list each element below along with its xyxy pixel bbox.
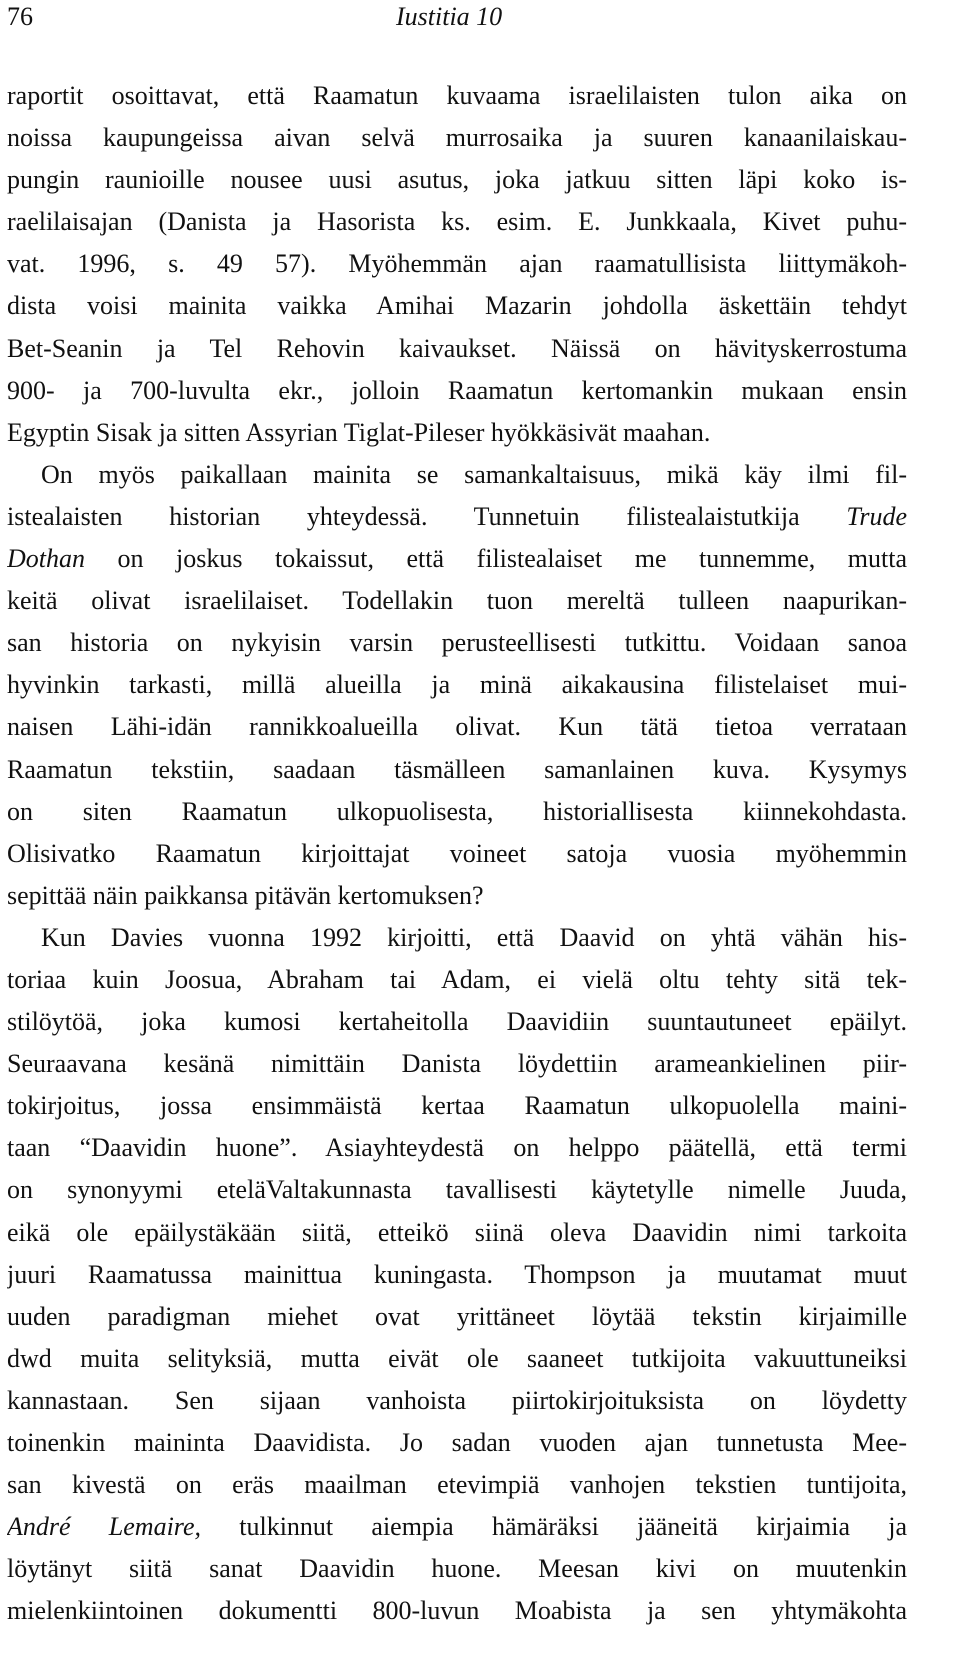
text-line (7, 959, 907, 1001)
text-line (7, 1590, 907, 1632)
page-header (0, 0, 960, 40)
text-line (7, 917, 907, 959)
text-line (7, 1085, 907, 1127)
text-segment: vat. 1996, s. 49 57). Myöhemmän ajan raamatullisista liittymäkoh- (7, 249, 907, 279)
text-line (7, 1380, 907, 1422)
page-number: 76 (7, 2, 33, 31)
text-segment: löytänyt siitä sanat Daavidin huone. Meesan kivi on muutenkin (7, 1554, 907, 1584)
text-segment: Raamatun tekstiin, saadaan täsmälleen samanlainen kuva. Kysymys (7, 754, 907, 784)
text-line (7, 285, 907, 327)
text-line (7, 580, 907, 622)
text-line (7, 1464, 907, 1506)
text-line (7, 749, 907, 791)
text-line (7, 538, 907, 580)
text-segment: noissa kaupungeissa aivan selvä murrosaika ja suuren kanaanilaiskau- (7, 123, 907, 153)
text-segment: Bet-Seanin ja Tel Rehovin kaivaukset. Näissä on hävityskerrostuma (7, 333, 907, 363)
text-segment: Olisivatko Raamatun kirjoittajat voineet satoja vuosia myöhemmin (7, 838, 907, 868)
text-segment: san historia on nykyisin varsin perusteellisesti tutkittu. Voidaan sanoa (7, 628, 907, 658)
running-title: Iustitia 10 (396, 2, 503, 31)
text-line (7, 1506, 907, 1548)
text-segment: raelilaisajan (Danista ja Hasorista ks. esim. E. Junkkaala, Kivet puhu- (7, 207, 907, 237)
text-line (7, 328, 907, 370)
text-segment: on siten Raamatun ulkopuolisesta, historiallisesta kiinnekohdasta. (7, 796, 907, 826)
text-line (7, 833, 907, 875)
text-line (7, 159, 907, 201)
text-line (7, 664, 907, 706)
text-segment: raportit osoittavat, että Raamatun kuvaama israelilaisten tulon aika on (7, 81, 907, 110)
text-segment: mielenkiintoinen dokumentti 800-luvun Moabista ja sen yhtymäkohta (7, 1596, 907, 1626)
italic-text: Dothan (7, 544, 85, 574)
text-segment: Egyptin Sisak ja sitten Assyrian Tiglat-Pileser hyökkäsivät maahan. (7, 417, 711, 447)
text-line (7, 1127, 907, 1169)
text-line (7, 1169, 907, 1211)
text-segment: dwd muita selityksiä, mutta eivät ole saaneet tutkijoita vakuuttuneiksi (7, 1343, 907, 1373)
text-segment: on joskus tokaissut, että filistealaiset me tunnemme, mutta (85, 544, 907, 574)
text-segment: hyvinkin tarkasti, millä alueilla ja minä aikakausina filistelaiset mui- (7, 670, 907, 700)
text-segment: kannastaan. Sen sijaan vanhoista piirtokirjoituksista on löydetty (7, 1385, 907, 1415)
text-line (7, 243, 907, 285)
text-segment: 900- ja 700-luvulta ekr., jolloin Raamatun kertomankin mukaan ensin (7, 375, 907, 405)
text-line (7, 75, 907, 117)
text-segment: sepittää näin paikkansa pitävän kertomuksen? (7, 880, 484, 910)
text-segment: stilöytöä, joka kumosi kertaheitolla Daavidiin suuntautuneet epäilyt. (7, 1007, 907, 1037)
text-line (7, 412, 907, 454)
text-segment: juuri Raamatussa mainittua kuningasta. Thompson ja muutamat muut (7, 1259, 907, 1289)
text-line (7, 117, 907, 159)
text-line (7, 1043, 907, 1085)
text-segment: Kun Davies vuonna 1992 kirjoitti, että Daavid on yhtä vähän his- (41, 922, 907, 952)
text-line (7, 1212, 907, 1254)
text-line (7, 1296, 907, 1338)
text-segment: toinenkin maininta Daavidista. Jo sadan vuoden ajan tunnetusta Mee- (7, 1428, 907, 1457)
text-segment: Seuraavana kesänä nimittäin Danista löydettiin arameankielinen piir- (7, 1049, 907, 1079)
text-segment: naisen Lähi-idän rannikkoalueilla olivat. Kun tätä tietoa verrataan (7, 712, 907, 742)
text-line (7, 1548, 907, 1590)
text-line (7, 622, 907, 664)
text-segment: taan “Daavidin huone”. Asiayhteydestä on helppo päätellä, että termi (7, 1133, 907, 1163)
text-segment: uuden paradigman miehet ovat yrittäneet löytää tekstin kirjaimille (7, 1301, 907, 1331)
text-line (7, 1254, 907, 1296)
text-segment: san kivestä on eräs maailman etevimpiä vanhojen tekstien tuntijoita, (7, 1470, 907, 1500)
text-line (7, 454, 907, 496)
text-segment: pungin raunioille nousee uusi asutus, joka jatkuu sitten läpi koko is- (7, 165, 907, 195)
text-segment: dista voisi mainita vaikka Amihai Mazarin johdolla äskettäin tehdyt (7, 291, 907, 321)
text-segment: istealaisten historian yhteydessä. Tunnetuin filistealaistutkija (7, 501, 847, 531)
text-segment: On myös paikallaan mainita se samankaltaisuus, mikä käy ilmi fil- (41, 459, 907, 489)
text-line (7, 1001, 907, 1043)
text-line (7, 706, 907, 748)
text-line (7, 201, 907, 243)
body-text (7, 75, 907, 1632)
text-line (7, 1338, 907, 1380)
text-line (7, 875, 907, 917)
text-segment: tulkinnut aiempia hämäräksi jääneitä kirjaimia ja (201, 1512, 907, 1542)
text-segment: eikä ole epäilystäkään siitä, etteikö siinä oleva Daavidin nimi tarkoita (7, 1217, 907, 1247)
text-segment: toriaa kuin Joosua, Abraham tai Adam, ei vielä oltu tehty sitä tek- (7, 964, 907, 994)
text-segment: on synonyymi eteläValtakunnasta tavallisesti käytetylle nimelle Juuda, (7, 1175, 907, 1205)
text-line (7, 791, 907, 833)
italic-text: Trude (846, 501, 907, 531)
text-line (7, 370, 907, 412)
text-segment: tokirjoitus, jossa ensimmäistä kertaa Raamatun ulkopuolella maini- (7, 1091, 907, 1121)
text-line (7, 496, 907, 538)
text-segment: keitä olivat israelilaiset. Todellakin tuon mereltä tulleen naapurikan- (7, 586, 907, 616)
text-line (7, 1422, 907, 1464)
italic-text: André Lemaire, (7, 1512, 201, 1542)
